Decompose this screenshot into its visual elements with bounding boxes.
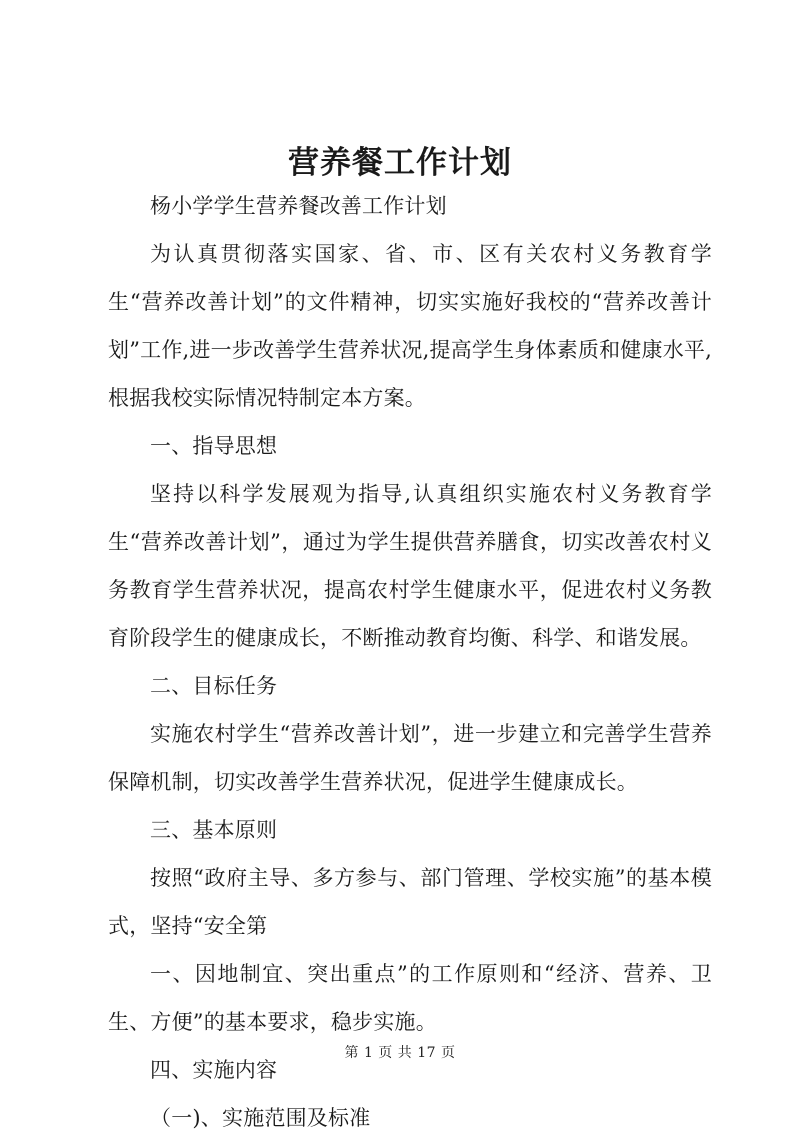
document-body xyxy=(108,182,712,1142)
page-footer: 第 1 页 共 17 页 xyxy=(344,1045,456,1061)
section-heading-principles: 三、基本原则 xyxy=(150,818,278,842)
principles-paragraph: 按照“政府主导、多方参与、部门管理、学校实施”的基本模式，坚持“安全第 xyxy=(108,866,712,938)
section-heading-implementation: 四、实施内容 xyxy=(150,1058,278,1082)
section-heading-goals: 二、目标任务 xyxy=(150,674,278,698)
subsection-heading-scope: （一)、实施范围及标准 xyxy=(150,1106,371,1130)
principles-continued-paragraph: 一、因地制宜、突出重点”的工作原则和“经济、营养、卫生、方便”的基本要求，稳步实施。 xyxy=(108,962,712,1034)
document-title: 营养餐工作计划 xyxy=(288,145,512,181)
section-heading-guiding-thought: 一、指导思想 xyxy=(150,434,278,458)
subtitle-paragraph: 杨小学学生营养餐改善工作计划 xyxy=(150,194,447,218)
goals-paragraph: 实施农村学生“营养改善计划”，进一步建立和完善学生营养保障机制，切实改善学生营养状况，促进学生健康成长。 xyxy=(108,722,712,794)
guiding-thought-paragraph: 坚持以科学发展观为指导,认真组织实施农村义务教育学生“营养改善计划”，通过为学生提供营养膳食，切实改善农村义务教育学生营养状况，提高农村学生健康水平，促进农村义务教育阶段学生的健康成长，不断推动教育均衡、科学、和谐发展。 xyxy=(108,482,712,650)
intro-paragraph: 为认真贯彻落实国家、省、市、区有关农村义务教育学生“营养改善计划”的文件精神，切实实施好我校的“营养改善计划”工作,进一步改善学生营养状况,提高学生身体素质和健康水平,根据我校实际情况特制定本方案。 xyxy=(108,242,712,410)
